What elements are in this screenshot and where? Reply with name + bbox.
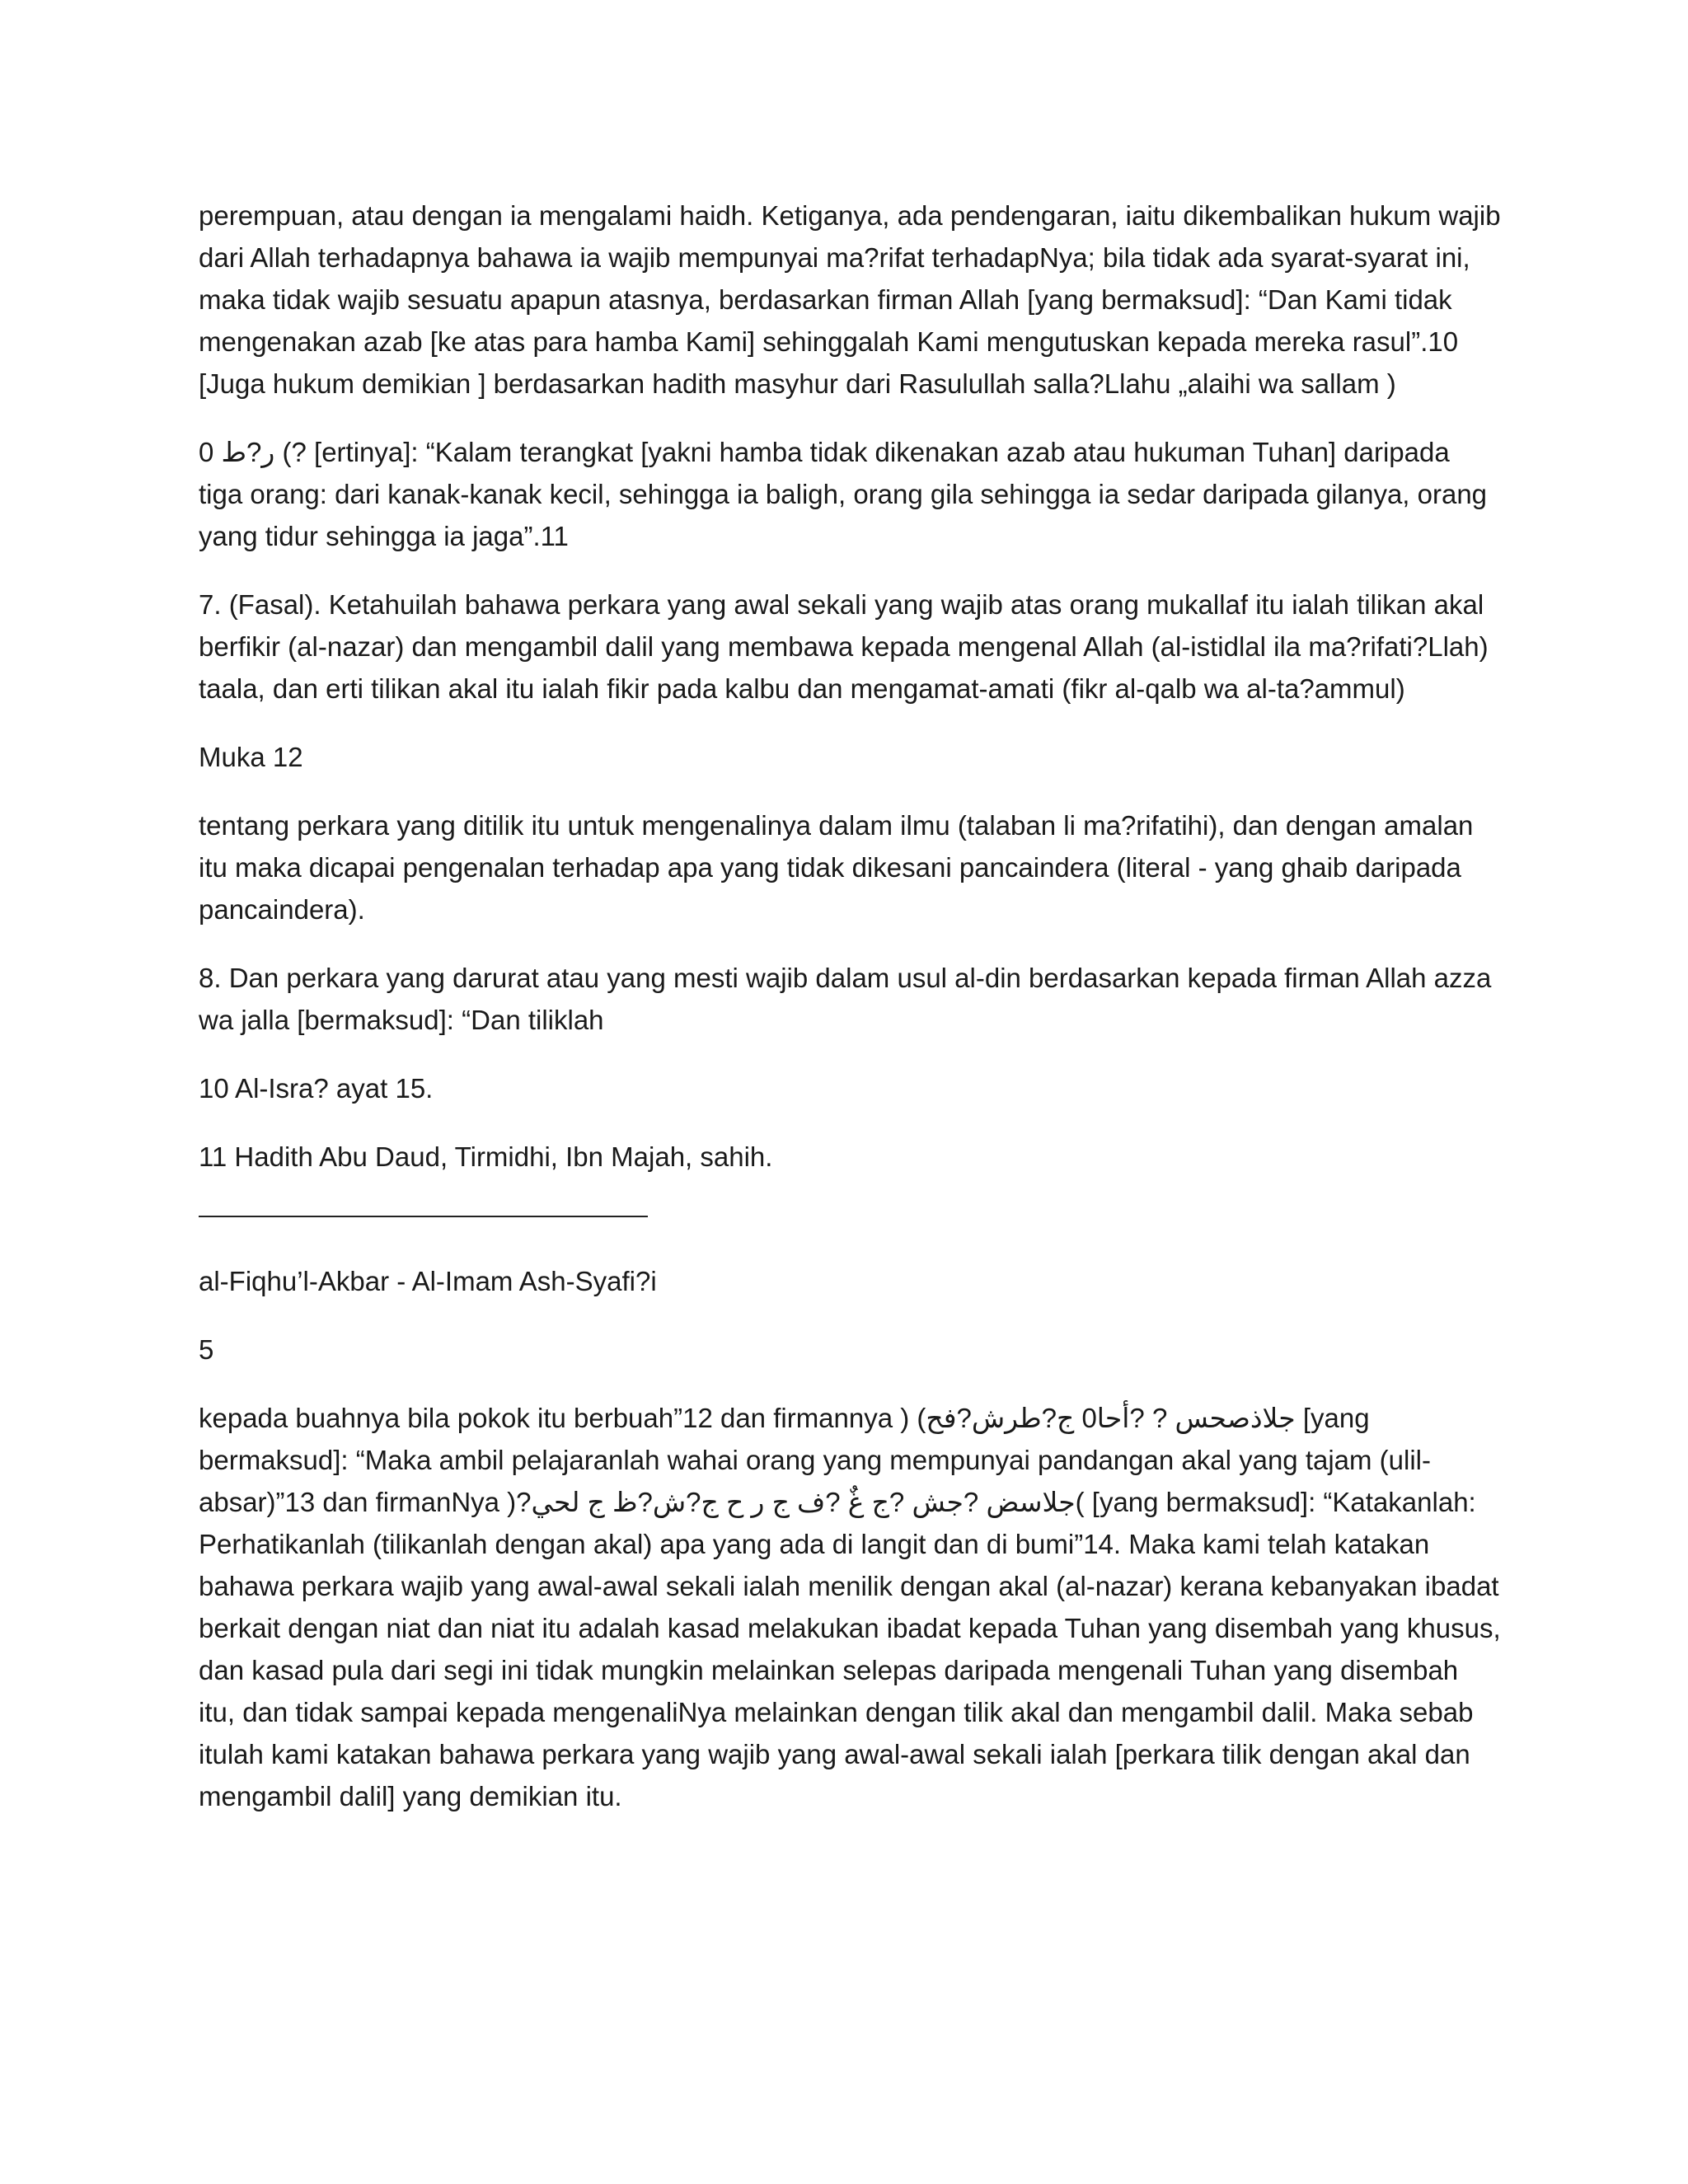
page-number: 5 [199, 1334, 214, 1365]
footnote-11: 11 Hadith Abu Daud, Tirmidhi, Ibn Majah, sahih. [199, 1141, 773, 1172]
paragraph-hadith-kalam-terangkat: 0 ر?ط (? [ertinya]: “Kalam terangkat [yakni hamba tidak dikenakan azab atau hukuman Tuhan] daripada tiga orang: dari kanak-kanak kecil, sehingga ia baligh, orang gila sehingga ia sedar daripada gilanya, orang yang tidur sehingga ia jaga”.11 [199, 437, 1488, 551]
paragraph-fasal-7: 7. (Fasal). Ketahuilah bahawa perkara yang awal sekali yang wajib atas orang mukallaf itu ialah tilikan akal berfikir (al-nazar) dan mengambil dalil yang membawa kepada mengenal Allah (al-istidlal ila ma?rifati?Llah) taala, dan erti tilikan akal itu ialah fikir pada kalbu dan mengamat-amati (fikr al-qalb wa al-ta?ammul) [199, 589, 1489, 704]
running-footer: al-Fiqhu’l-Akbar - Al-Imam Ash-Syafi?i [199, 1266, 657, 1296]
paragraph-ditilik: tentang perkara yang ditilik itu untuk mengenalinya dalam ilmu (talaban li ma?rifatihi), dan dengan amalan itu maka dicapai pengenalan terhadap apa yang tidak dikesani pancaindera (literal - yang ghaib daripada pancaindera). [199, 810, 1474, 925]
page-marker-muka-12: Muka 12 [199, 742, 303, 772]
paragraph-8-darurat: 8. Dan perkara yang darurat atau yang mesti wajib dalam usul al-din berdasarkan kepada firman Allah azza wa jalla [bermaksud]: “Dan tiliklah [199, 963, 1492, 1035]
footnote-10: 10 Al-Isra? ayat 15. [199, 1073, 434, 1104]
footnote-separator [199, 1216, 648, 1217]
paragraph-hukum-wajib: perempuan, atau dengan ia mengalami haidh. Ketiganya, ada pendengaran, iaitu dikembalikan hukum wajib dari Allah terhadapnya bahawa ia wajib mempunyai ma?rifat terhadapNya; bila tidak ada syarat-syarat ini, maka tidak wajib sesuatu apapun atasnya, berdasarkan firman Allah [yang bermaksud]: “Dan Kami tidak mengenakan azab [ke atas para hamba Kami] sehinggalah Kami mengutuskan kepada mereka rasul”.10 [Juga hukum demikian ] berdasarkan hadith masyhur dari Rasulullah salla?Llahu „alaihi wa sallam ) [199, 200, 1501, 399]
paragraph-buahnya: kepada buahnya bila pokok itu berbuah”12 dan firmannya ) (جلاذصحس ? ?أحا0 ج?طرش?فح [yang bermaksud]: “Maka ambil pelajaranlah wahai orang yang mempunyai pandangan akal yang tajam (ulil-absar)”13 dan firmanNya )?جلاسض ?جش ?ج غٌ ?ف ج ر ح ج?ش?ظ ج لحي( [yang bermaksud]: “Katakanlah: Perhatikanlah (tilikanlah dengan akal) apa yang ada di langit dan di bumi”14. Maka kami telah katakan bahawa perkara wajib yang awal-awal sekali ialah menilik dengan akal (al-nazar) kerana kebanyakan ibadat berkait dengan niat dan niat itu adalah kasad melakukan ibadat kepada Tuhan yang disembah yang khusus, dan kasad pula dari segi ini tidak mungkin melainkan selepas daripada mengenali Tuhan yang disembah itu, dan tidak sampai kepada mengenaliNya melainkan dengan tilik akal dan mengambil dalil. Maka sebab itulah kami katakan bahawa perkara yang wajib yang awal-awal sekali ialah [perkara tilik dengan akal dan mengambil dalil] yang demikian itu. [199, 1403, 1501, 1811]
text-column [199, 194, 1501, 1844]
